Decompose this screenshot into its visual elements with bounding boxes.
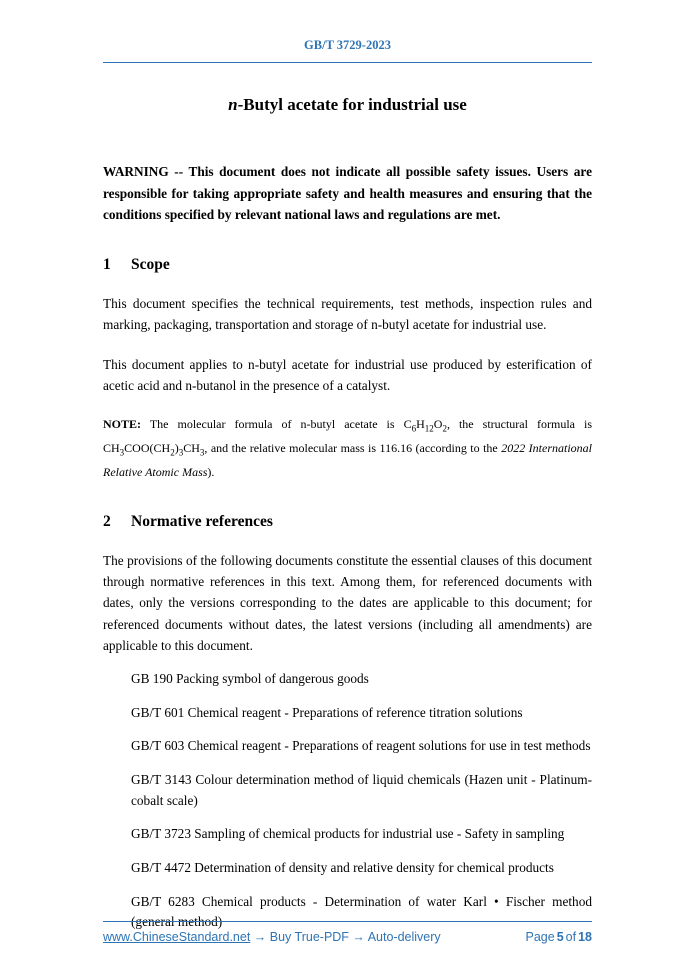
- page-number: 5: [556, 930, 564, 944]
- section-title: Scope: [131, 255, 170, 273]
- doc-number: GB/T 3729-2023: [304, 38, 391, 52]
- formula-subscript: 3: [199, 447, 205, 458]
- title-italic-n: n: [228, 95, 238, 114]
- note-text-part: ): [174, 440, 179, 455]
- reference-item: GB/T 3723 Sampling of chemical products for industrial use - Safety in sampling: [131, 826, 565, 842]
- formula-subscript: 2: [170, 447, 175, 458]
- note-text-part: The molecular formula of n-butyl acetate is C: [141, 416, 412, 431]
- references-list: [103, 669, 592, 932]
- warning-paragraph: WARNING -- This document does not indicate all possible safety issues. Users are responsible for taking appropriate safety and health measures and ensuring that the conditions specified by relevant national laws and regulations are met.: [103, 164, 592, 223]
- site-link[interactable]: www.ChineseStandard.net: [103, 930, 251, 944]
- footer-tagline: [103, 930, 441, 944]
- section-heading-normative-references: [103, 513, 592, 531]
- formula-subscript: 6: [411, 423, 417, 434]
- note-italic-reference: 2022 International Relative Atomic Mass: [103, 440, 593, 479]
- title-text: -Butyl acetate for industrial use: [237, 95, 467, 114]
- section-number: 2: [103, 512, 111, 530]
- note-paragraph: [103, 413, 592, 483]
- reference-item: GB/T 603 Chemical reagent - Preparations of reagent solutions for use in test methods: [131, 738, 591, 754]
- scope-paragraph-2: This document applies to n-butyl acetate for industrial use produced by esterification of acetic acid and n-butanol in the presence of a catalyst.: [103, 357, 592, 394]
- reference-item: GB 190 Packing symbol of dangerous goods: [131, 671, 369, 687]
- section-heading-scope: [103, 256, 592, 274]
- footer-tagline-text: → Buy True-PDF → Auto-delivery: [250, 930, 441, 944]
- section-number: 1: [103, 255, 111, 273]
- document-header: [103, 38, 592, 63]
- note-text-part: ).: [207, 464, 215, 479]
- note-text-part: CH: [183, 440, 200, 455]
- note-text-part: H: [416, 416, 425, 431]
- reference-item: GB/T 3143 Colour determination method of liquid chemicals (Hazen unit - Platinum-cobalt scale): [131, 772, 592, 808]
- note-text-part: COO(CH: [124, 440, 171, 455]
- formula-subscript: 2: [442, 423, 447, 434]
- reference-item: GB/T 6283 Chemical products - Determination of water Karl • Fischer method (general method): [131, 893, 592, 930]
- section-title: Normative references: [131, 512, 273, 530]
- of-word: of: [565, 930, 577, 944]
- total-pages: 18: [578, 930, 592, 944]
- note-text-part: O: [433, 416, 443, 431]
- page-title: [103, 95, 592, 115]
- formula-subscript: 3: [178, 447, 184, 458]
- note-text-part: , the structural formula is CH: [103, 416, 593, 455]
- formula-subscript: 12: [424, 423, 434, 434]
- page-indicator: [524, 930, 593, 944]
- note-text-part: , and the relative molecular mass is 116.16 (according to the: [204, 440, 502, 455]
- reference-item: GB/T 4472 Determination of density and relative density for chemical products: [131, 859, 554, 875]
- scope-paragraph-1: This document specifies the technical requirements, test methods, inspection rules and marking, packaging, transportation and storage of n-butyl acetate for industrial use.: [103, 295, 592, 332]
- formula-subscript: 3: [119, 447, 125, 458]
- normative-paragraph: The provisions of the following documents constitute the essential clauses of this document through normative references in this text. Among them, for referenced documents with dates, only the versions corresponding to the dates are applicable to this document; for referenced documents without dates, the latest versions (including all amendments) are applicable to this document.: [103, 552, 592, 653]
- page-word: Page: [525, 930, 555, 944]
- note-label: NOTE:: [103, 416, 142, 431]
- reference-item: GB/T 601 Chemical reagent - Preparations of reference titration solutions: [131, 704, 523, 720]
- page-footer: [103, 921, 592, 944]
